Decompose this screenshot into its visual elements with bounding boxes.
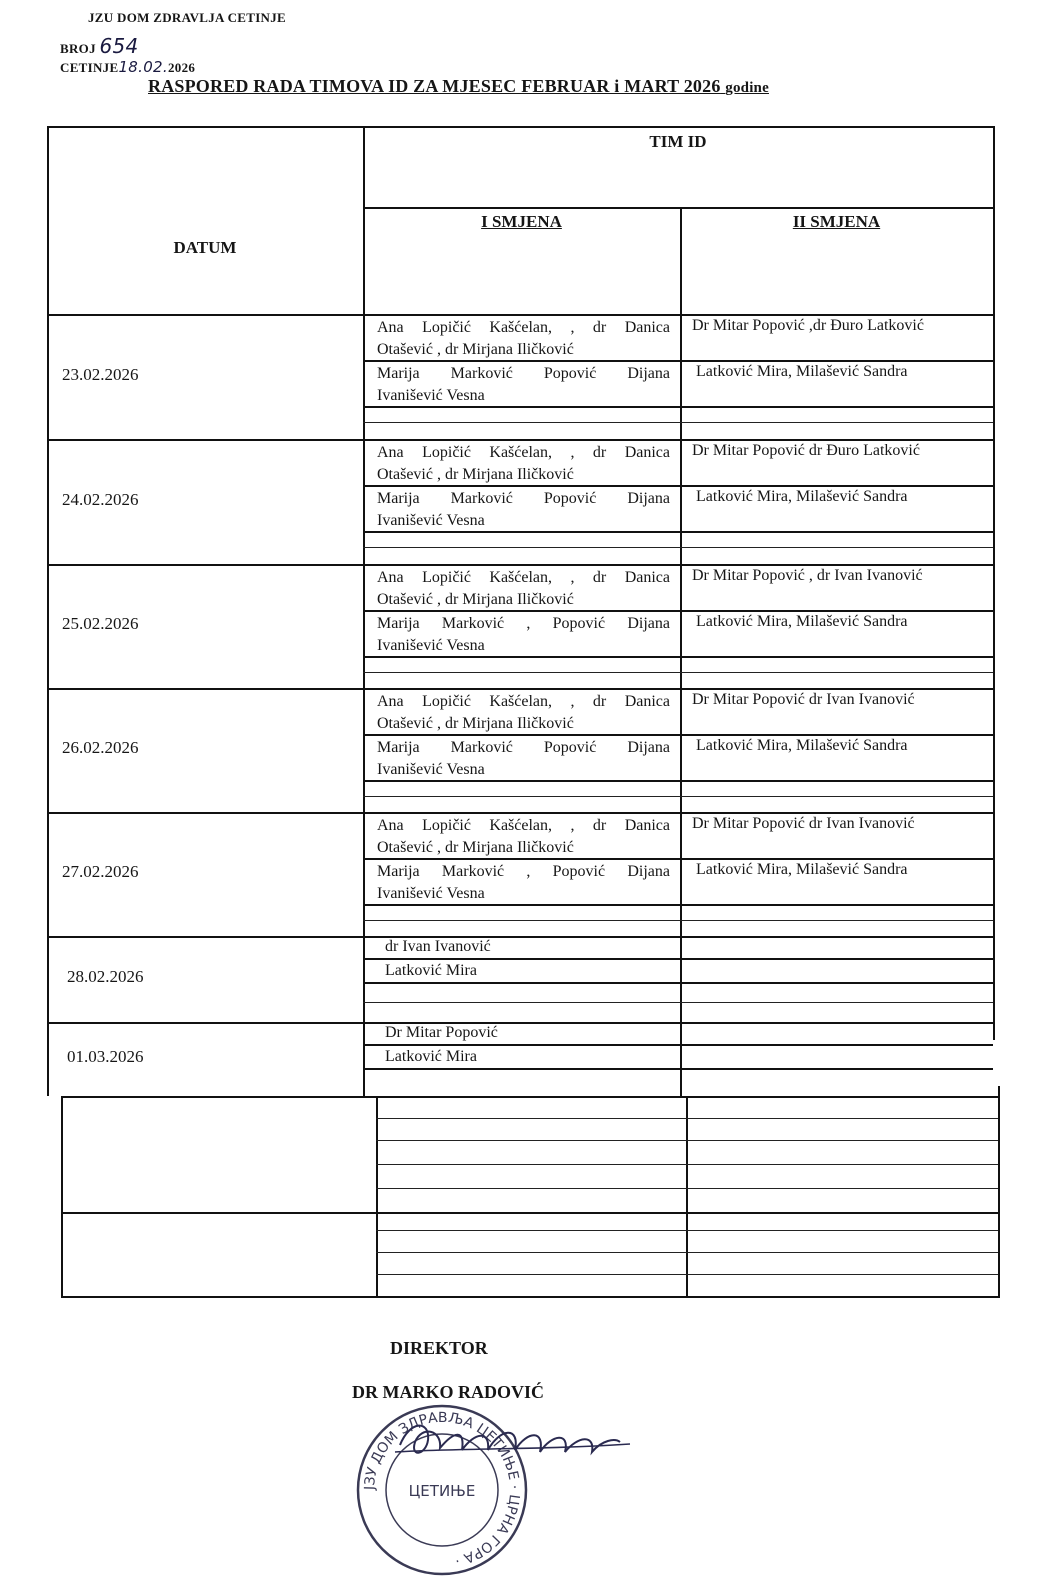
handwritten-date: 18.02. bbox=[118, 58, 168, 76]
shift2-line: Dr Mitar Popović ,dr Đuro Latković bbox=[692, 317, 924, 334]
empty-subline-4 bbox=[376, 1230, 998, 1231]
empty-left-border bbox=[61, 1096, 63, 1298]
table-left-border bbox=[47, 126, 49, 1096]
row-date: 23.02.2026 bbox=[62, 364, 139, 384]
weekend-date: 28.02.2026 bbox=[67, 967, 144, 986]
shift1-line: Ana Lopičić Kašćelan, , dr Danica bbox=[377, 569, 670, 586]
weekend-0-subline-2 bbox=[363, 982, 993, 984]
stamp-center-text: ЦЕТИЊЕ bbox=[408, 1482, 476, 1500]
director-signature bbox=[380, 1400, 640, 1480]
stamp-outer-text: ЈЗУ ДОМ ЗДРАВЉА ЦЕТИЊЕ · ЦРНА ГОРА · bbox=[361, 1409, 523, 1569]
empty-subline-0 bbox=[376, 1118, 998, 1119]
empty-col-1 bbox=[376, 1096, 378, 1298]
empty-subline-5 bbox=[376, 1252, 998, 1253]
place-date-line bbox=[60, 58, 195, 76]
shift2-line: Latković Mira, Milašević Sandra bbox=[696, 737, 908, 754]
shift1-line: Marija Marković , Popović Dijana bbox=[377, 615, 670, 632]
row-3-subline-3 bbox=[363, 796, 993, 797]
shift1-line: Ana Lopičić Kašćelan, , dr Danica bbox=[377, 693, 670, 710]
row-1-subline-3 bbox=[363, 547, 993, 548]
row-date: 26.02.2026 bbox=[62, 738, 139, 757]
shift1-line: Ivanišević Vesna bbox=[377, 761, 485, 778]
shift1-line: Otašević , dr Mirjana Iličković bbox=[377, 466, 574, 483]
weekend-shift1-line: dr Ivan Ivanović bbox=[385, 938, 491, 955]
shift1-line: Ivanišević Vesna bbox=[377, 637, 485, 654]
header-datum: DATUM bbox=[173, 238, 237, 257]
director-role: DIREKTOR bbox=[390, 1338, 488, 1358]
shift1-line: Ivanišević Vesna bbox=[377, 885, 485, 902]
empty-row-divider bbox=[61, 1212, 998, 1214]
shift1-line: Otašević , dr Mirjana Iličković bbox=[377, 341, 574, 358]
place-label: CETINJE bbox=[60, 60, 119, 75]
empty-subline-3 bbox=[376, 1188, 998, 1189]
weekend-1-subline-2 bbox=[363, 1068, 993, 1070]
row-4-subline-3 bbox=[363, 920, 993, 921]
shift1-line: Ana Lopičić Kašćelan, , dr Danica bbox=[377, 319, 670, 336]
shift1-line: Ana Lopičić Kašćelan, , dr Danica bbox=[377, 817, 670, 834]
col-divider-shifts bbox=[680, 207, 682, 1096]
shift1-line: Otašević , dr Mirjana Iličković bbox=[377, 591, 574, 608]
weekend-shift1-line: Dr Mitar Popović bbox=[385, 1024, 498, 1041]
shift1-line: Otašević , dr Mirjana Iličković bbox=[377, 715, 574, 732]
broj-label: BROJ bbox=[60, 41, 96, 56]
row-date: 24.02.2026 bbox=[62, 489, 139, 509]
weekend-row-border bbox=[47, 1022, 993, 1024]
empty-subline-6 bbox=[376, 1274, 998, 1275]
weekend-0-subline-3 bbox=[363, 1002, 993, 1003]
row-date: 25.02.2026 bbox=[62, 614, 139, 633]
table-top-border bbox=[47, 126, 993, 128]
shift1-line: Marija Marković Popović Dijana bbox=[377, 365, 670, 382]
shift1-line: Marija Marković , Popović Dijana bbox=[377, 863, 670, 880]
header-shift-1: I SMJENA bbox=[481, 212, 562, 231]
shift1-line: Marija Marković Popović Dijana bbox=[377, 490, 670, 507]
title-main: RASPORED RADA TIMOVA ID ZA MJESEC FEBRUAR i MART 2026 bbox=[148, 76, 721, 96]
header-tim-id: TIM ID bbox=[649, 132, 707, 151]
shift2-line: Latković Mira, Milašević Sandra bbox=[696, 363, 908, 380]
shift2-line: Dr Mitar Popović dr Ivan Ivanović bbox=[692, 815, 915, 832]
broj-line bbox=[60, 34, 139, 58]
weekend-shift1-line: Latković Mira bbox=[385, 1048, 477, 1065]
empty-right-border bbox=[998, 1086, 1000, 1298]
shift1-line: Marija Marković Popović Dijana bbox=[377, 739, 670, 756]
shift1-line: Otašević , dr Mirjana Iličković bbox=[377, 839, 574, 856]
header-shift-2: II SMJENA bbox=[792, 212, 881, 231]
shift2-line: Dr Mitar Popović dr Ivan Ivanović bbox=[692, 691, 915, 708]
tim-id-underline bbox=[363, 207, 993, 209]
shift2-line: Latković Mira, Milašević Sandra bbox=[696, 488, 908, 505]
shift1-line: Ana Lopičić Kašćelan, , dr Danica bbox=[377, 444, 670, 461]
institution-name: JZU DOM ZDRAVLJA CETINJE bbox=[88, 10, 287, 25]
shift2-line: Latković Mira, Milašević Sandra bbox=[696, 613, 908, 630]
empty-subline-1 bbox=[376, 1140, 998, 1141]
broj-value: 654 bbox=[99, 34, 139, 58]
header-year: 2026 bbox=[167, 60, 196, 75]
empty-block-top bbox=[61, 1096, 998, 1098]
shift1-line: Ivanišević Vesna bbox=[377, 512, 485, 529]
row-bottom-border-4 bbox=[47, 936, 993, 938]
shift1-line: Ivanišević Vesna bbox=[377, 387, 485, 404]
table-right-border bbox=[993, 126, 995, 1040]
row-date: 27.02.2026 bbox=[62, 862, 139, 881]
empty-block-bottom bbox=[61, 1296, 998, 1298]
empty-subline-2 bbox=[376, 1164, 998, 1165]
shift2-line: Dr Mitar Popović , dr Ivan Ivanović bbox=[692, 567, 923, 584]
weekend-shift1-line: Latković Mira bbox=[385, 962, 477, 979]
empty-col-2 bbox=[686, 1096, 688, 1298]
director-name: DR MARKO RADOVIĆ bbox=[352, 1382, 544, 1402]
row-2-subline-3 bbox=[363, 672, 993, 673]
shift2-line: Latković Mira, Milašević Sandra bbox=[696, 861, 908, 878]
title-suffix: godine bbox=[725, 80, 769, 96]
shift2-line: Dr Mitar Popović dr Đuro Latković bbox=[692, 442, 920, 459]
page-title bbox=[148, 76, 769, 97]
row-0-subline-3 bbox=[363, 422, 993, 423]
weekend-date: 01.03.2026 bbox=[67, 1047, 144, 1066]
